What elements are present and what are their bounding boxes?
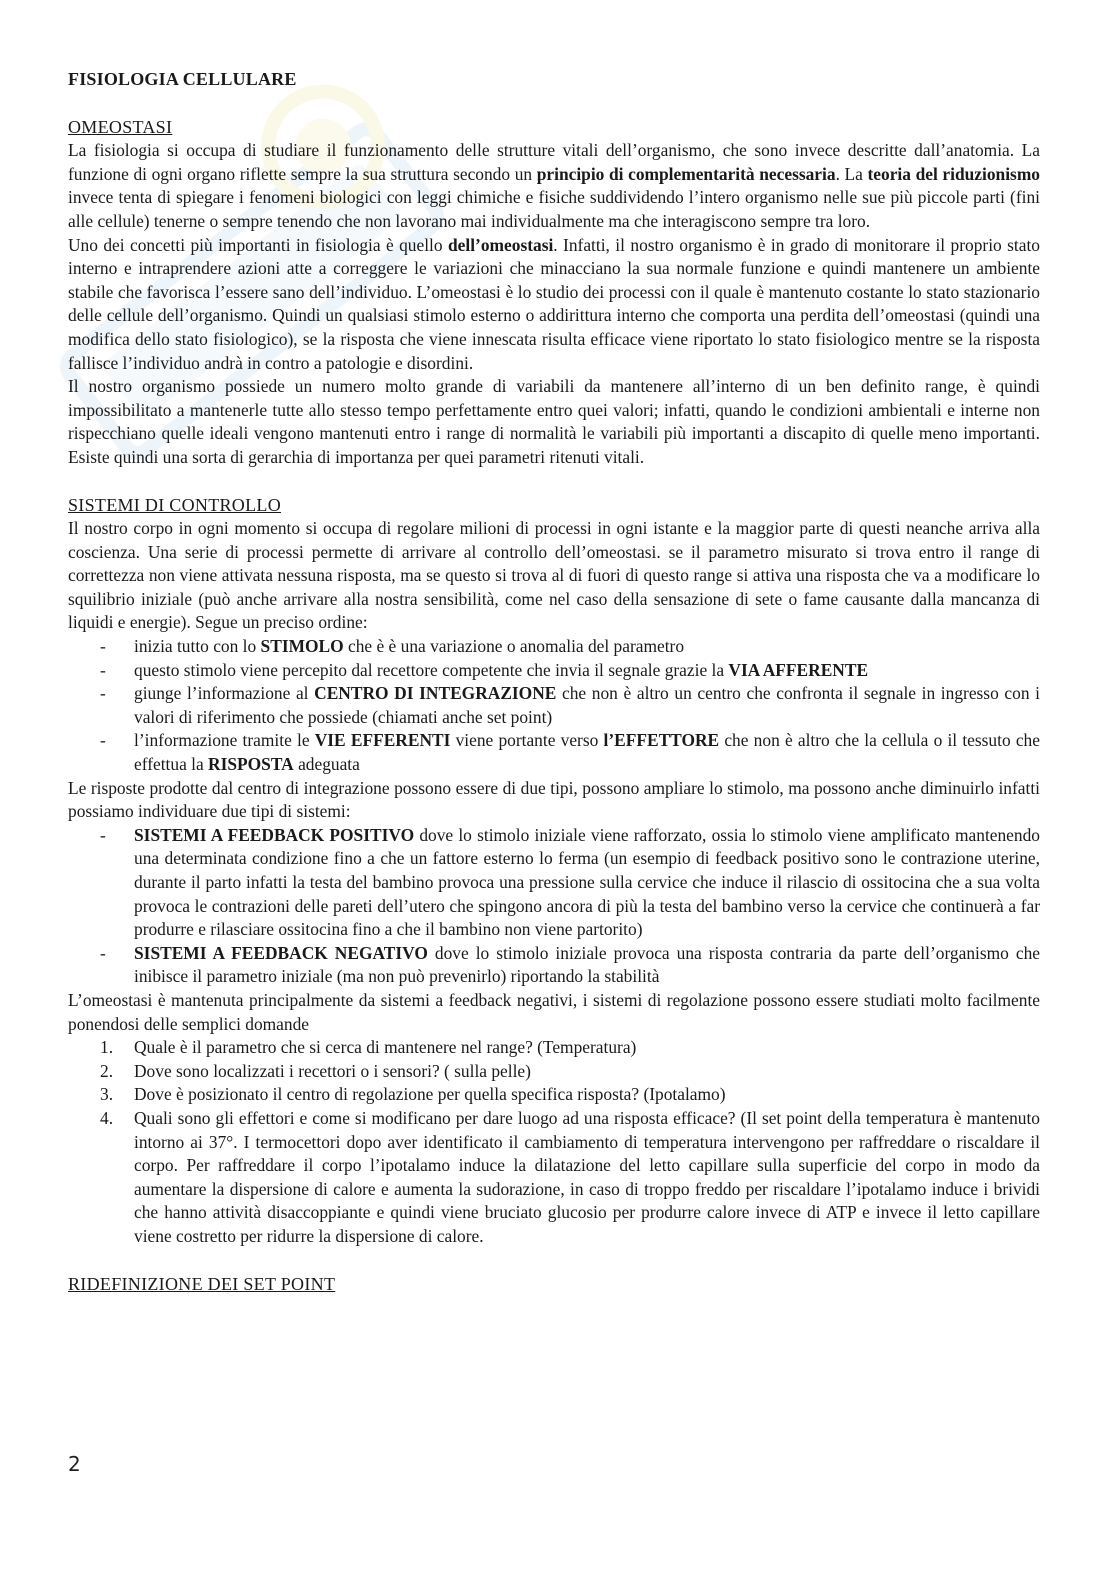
list-item: - giunge l’informazione al CENTRO DI INTEGRAZIONE che non è altro un centro che confronta il segnale in ingresso con i valori di riferimento che possiede (chiamati anche set point) bbox=[68, 682, 1040, 729]
list-item: 4. Quali sono gli effettori e come si modificano per dare luogo ad una risposta efficace? (Il set point della temperatura è mantenuto intorno ai 37°. I termocettori dopo aver identificato il cambiamento di temperatura intervengono per raffreddare o riscaldare il corpo. Per raffreddare il corpo l’ipotalamo induce la dilatazione del letto capillare sulla superficie del corpo in modo da aumentare la dispersione di calore e aumenta la sudorazione, in caso di troppo freddo per riscaldare l’ipotalamo induce i brividi che hanno attività disaccoppiante e quindi viene bruciato glucosio per produrre calore invece di ATP e invece il letto capillare viene costretto per ridurre la dispersione di calore. bbox=[100, 1107, 1040, 1246]
paragraph: Le risposte prodotte dal centro di integrazione possono essere di due tipi, possono ampliare lo stimolo, ma possono anche diminuirlo infatti possiamo individuare due tipi di sistemi: bbox=[68, 777, 1040, 822]
section-title-omeostasi: OMEOSTASI bbox=[68, 116, 173, 137]
list-item: - SISTEMI A FEEDBACK POSITIVO dove lo stimolo iniziale viene rafforzato, ossia lo stimolo viene amplificato mantenendo una determinata condizione fino a che un fattore esterno lo ferma (un esempio di feedback positivo sono le contrazione uterine, durante il parto infatti la testa del bambino provoca una pressione sulla cervice che induce il rilascio di ossitocina che a sua volta provoca le contrazioni delle pareti dell’utero che spingono ancora di più la testa del bambino verso la cervice che continuerà a far produrre e rilasciare ossitocina fino a che il bambino non viene partorito) bbox=[68, 824, 1040, 942]
section-title-ridefinizione-set-point: RIDEFINIZIONE DEI SET POINT bbox=[68, 1273, 336, 1294]
document-title: FISIOLOGIA CELLULARE bbox=[68, 69, 297, 89]
list-item: 2. Dove sono localizzati i recettori o i sensori? ( sulla pelle) bbox=[100, 1060, 531, 1081]
list-item: - SISTEMI A FEEDBACK NEGATIVO dove lo stimolo iniziale provoca una risposta contraria da parte dell’organismo che inibisce il parametro iniziale (ma non può prevenirlo) riportando la stabilità bbox=[68, 942, 1040, 989]
questions-list bbox=[68, 1036, 1040, 1248]
section-title-sistemi-di-controllo: SISTEMI DI CONTROLLO bbox=[68, 494, 281, 515]
page-number: 2 bbox=[68, 1452, 81, 1476]
list-item: - l’informazione tramite le VIE EFFERENTI viene portante verso l’EFFETTORE che non è altro che la cellula o il tessuto che effettua la RISPOSTA adeguata bbox=[68, 729, 1040, 776]
document-body bbox=[68, 68, 1040, 1296]
list-item: 3. Dove è posizionato il centro di regolazione per quella specifica risposta? (Ipotalamo) bbox=[100, 1084, 726, 1105]
control-steps-list bbox=[68, 635, 1040, 777]
feedback-systems-list bbox=[68, 824, 1040, 989]
paragraph: Il nostro corpo in ogni momento si occupa di regolare milioni di processi in ogni istante e la maggior parte di questi neanche arriva alla coscienza. Una serie di processi permette di arrivare al controllo dell’omeostasi. se il parametro misurato si trova entro il range di correttezza non viene attivata nessuna risposta, ma se questo si trova al di fuori di questo range si attiva una risposta che va a modificare lo squilibrio iniziale (può anche arrivare alla nostra sensibilità, come nel caso della sensazione di sete o fame causante dalla mancanza di liquidi e energie). Segue un preciso ordine: bbox=[68, 518, 1040, 633]
list-item: - inizia tutto con lo STIMOLO che è è una variazione o anomalia del parametro bbox=[68, 635, 1040, 659]
paragraph: L’omeostasi è mantenuta principalmente da sistemi a feedback negativi, i sistemi di regolazione possono essere studiati molto facilmente ponendosi delle semplici domande bbox=[68, 989, 1040, 1034]
list-item: 1. Quale è il parametro che si cerca di mantenere nel range? (Temperatura) bbox=[100, 1037, 637, 1058]
paragraph: Uno dei concetti più importanti in fisiologia è quello dell’omeostasi. Infatti, il nostro organismo è in grado di monitorare il proprio stato interno e intraprendere azioni atte a correggere le variazioni che minacciano la sua normale funzione e quindi mantenere un ambiente stabile che favorisca l’essere sano dell’individuo. L’omeostasi è lo studio dei processi con il quale è mantenuto costante lo stato stazionario delle cellule dell’organismo. Quindi un qualsiasi stimolo esterno o addirittura interno che comporta una perdita dell’omeostasi (quindi una modifica dello stato fisiologico), se la risposta che viene innescata risulta efficace viene riportato lo stato fisiologico mentre se la risposta fallisce l’individuo andrà in contro a patologie e disordini. bbox=[68, 234, 1040, 373]
list-item: - questo stimolo viene percepito dal recettore competente che invia il segnale grazie la VIA AFFERENTE bbox=[68, 659, 1040, 683]
paragraph: La fisiologia si occupa di studiare il funzionamento delle strutture vitali dell’organismo, che sono invece descritte dall’anatomia. La funzione di ogni organo riflette sempre la sua struttura secondo un principio di complementarità necessaria. La teoria del riduzionismo invece tenta di spiegare i fenomeni biologici con leggi chimiche e fisiche suddividendo l’intero organismo nelle sue più piccole parti (fini alle cellule) tenerne o sempre tenendo che non lavorano mai individualmente ma che interagiscono sempre tra loro. bbox=[68, 140, 1041, 231]
paragraph: Il nostro organismo possiede un numero molto grande di variabili da mantenere all’interno di un ben definito range, è quindi impossibilitato a mantenerle tutte allo stesso tempo perfettamente entro quei valori; infatti, quando le condizioni ambientali e interne non rispecchiano quelle ideali vengono mantenuti entro i range di normalità le variabili più importanti a discapito di quelle meno importanti. Esiste quindi una sorta di gerarchia di importanza per quei parametri ritenuti vitali. bbox=[68, 376, 1040, 467]
